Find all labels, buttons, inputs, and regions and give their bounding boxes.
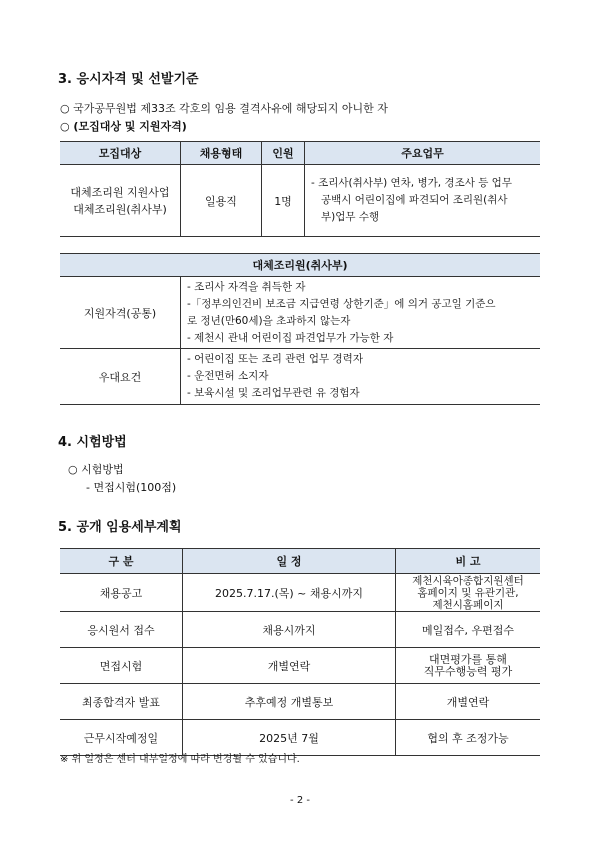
qualification-item: - 보육시설 및 조리업무관련 유 경험자 (187, 387, 360, 399)
schedule-date: 2025년 7월 (183, 720, 396, 756)
table-row (60, 574, 540, 612)
qualification-table (60, 253, 540, 405)
recruit-duty-line1: - 조리사(취사부) 연차, 병가, 경조사 등 업무 (311, 177, 512, 189)
recruit-count: 1명 (262, 165, 305, 237)
schedule-note-line: 개별연락 (446, 695, 490, 709)
section4-title: 4. 시험방법 (58, 435, 127, 450)
qualification-item: - 조리사 자격을 취득한 자 (187, 280, 306, 293)
schedule-note (396, 684, 541, 720)
recruit-header-target: 모집대상 (60, 142, 181, 165)
page-number: - 2 - (290, 795, 310, 806)
schedule-category: 응시원서 접수 (60, 612, 183, 648)
qualification-items-preferred (181, 349, 541, 405)
table-row (60, 612, 540, 648)
schedule-category: 면접시험 (60, 648, 183, 684)
section4-line1: ○ 시험방법 (68, 463, 124, 476)
schedule-category: 최종합격자 발표 (60, 684, 183, 720)
schedule-category: 근무시작예정일 (60, 720, 183, 756)
schedule-header-category: 구 분 (60, 549, 183, 574)
qualification-label-common: 지원자격(공통) (60, 277, 181, 349)
schedule-note-line: 메일접수, 우편접수 (421, 623, 514, 637)
schedule-date: 추후예정 개별통보 (183, 684, 396, 720)
recruit-type: 일용직 (181, 165, 262, 237)
schedule-note-line: 대면평가를 통해 (429, 652, 507, 666)
schedule-note (396, 612, 541, 648)
footnote: ※ 위 일정은 센터 내부일정에 따라 변경될 수 있습니다. (60, 754, 300, 765)
section3-title: 3. 응시자격 및 선발기준 (58, 72, 199, 87)
schedule-header-schedule: 일 정 (183, 549, 396, 574)
schedule-table (60, 548, 540, 756)
section5-title: 5. 공개 임용세부계획 (58, 520, 182, 535)
recruit-header-duty: 주요업무 (305, 142, 541, 165)
qualification-item: - 운전면허 소지자 (187, 370, 269, 382)
schedule-note (396, 574, 541, 612)
qualification-item: - 제천시 관내 어린이집 파견업무가 가능한 자 (187, 331, 394, 344)
table-row (60, 684, 540, 720)
recruit-duty (305, 165, 541, 237)
recruit-header-count: 인원 (262, 142, 305, 165)
recruit-target-line2: 대체조리원(취사부) (73, 202, 167, 216)
section3-line2: ○ (모집대상 및 지원자격) (60, 120, 187, 133)
recruit-table (60, 141, 540, 237)
recruit-duty-line2: 공백시 어린이집에 파견되어 조리원(취사 (321, 194, 508, 206)
schedule-note-line: 직무수행능력 평가 (423, 664, 513, 678)
schedule-header-note: 비 고 (396, 549, 541, 574)
schedule-note (396, 648, 541, 684)
schedule-note-line: 협의 후 조정가능 (427, 731, 509, 745)
section4-line2: - 면접시험(100점) (86, 481, 177, 494)
table-row (60, 648, 540, 684)
qualification-header: 대체조리원(취사부) (60, 254, 540, 277)
section3-line1: ○ 국가공무원법 제33조 각호의 임용 결격사유에 해당되지 아니한 자 (60, 102, 388, 115)
schedule-note-line: 제천시홈페이지 (432, 598, 504, 611)
schedule-date: 2025.7.17.(목) ~ 채용시까지 (183, 574, 396, 612)
recruit-header-type: 채용형태 (181, 142, 262, 165)
schedule-date: 채용시까지 (183, 612, 396, 648)
recruit-duty-line3: 부)업무 수행 (321, 211, 380, 223)
qualification-item: - 어린이집 또는 조리 관련 업무 경력자 (187, 353, 363, 365)
qualification-items-common (181, 277, 541, 349)
qualification-label-preferred: 우대요건 (60, 349, 181, 405)
schedule-category: 채용공고 (60, 574, 183, 612)
qualification-item: -「정부의인건비 보조금 지급연령 상한기준」에 의거 공고일 기준으 (187, 297, 496, 310)
recruit-target-line1: 대체조리원 지원사업 (70, 185, 170, 199)
schedule-note (396, 720, 541, 756)
recruit-target (60, 165, 181, 237)
qualification-item: 로 정년(만60세)을 초과하지 않는자 (187, 314, 351, 327)
schedule-date: 개별연락 (183, 648, 396, 684)
schedule-note-line: 제천시육아종합지원센터 (412, 574, 524, 587)
schedule-note-line: 홈페이지 및 유관기관, (417, 586, 519, 599)
